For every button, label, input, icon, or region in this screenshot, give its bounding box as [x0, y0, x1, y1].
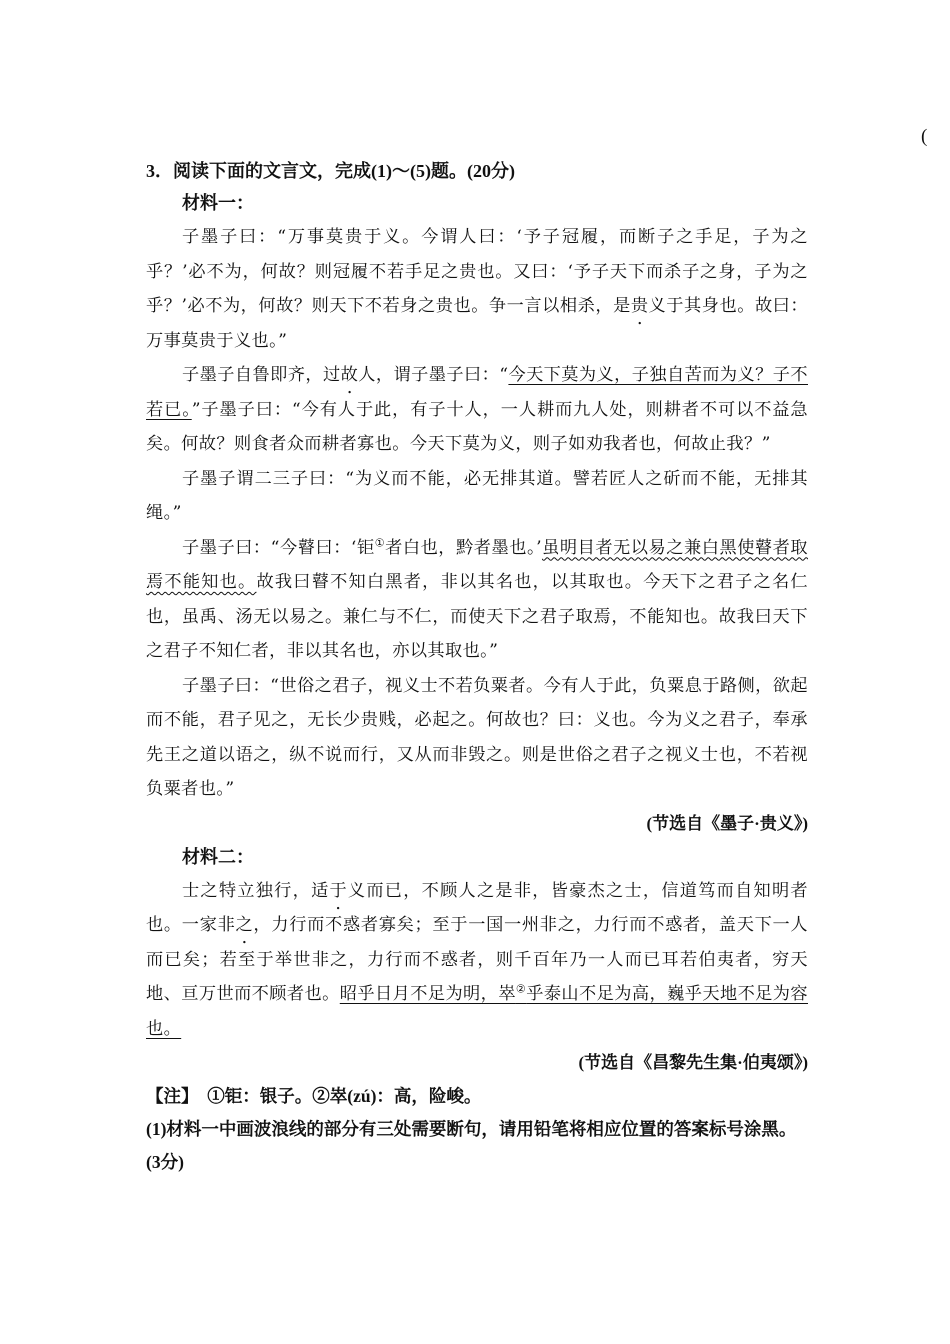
footnote-marker-1: ① — [374, 535, 386, 549]
material1-paragraph-5: 子墨子曰：“世俗之君子，视义士不若负粟者。今有人于此，负粟息于路侧，欲起而不能，君子见之，无长少贵贱，必起之。何故也？曰：义也。今为义之君子，奉承先王之道以语之，纵不说而行，又从而非毁之。则是世俗之君子之视义士也，不若视负粟者也。” — [146, 675, 808, 799]
notes: 【注】 ①钜：银子。②崒(zú)：高，险峻。 — [146, 1086, 482, 1106]
emphasis-dot-char: 非 — [217, 915, 236, 935]
material1-paragraph-3: 子墨子谓二三子曰：“为义而不能，必无排其道。譬若匠人之斫而不能，无排其绳。” — [146, 468, 808, 523]
question-title: 3．阅读下面的文言文，完成(1)～(5)题。(20分) — [146, 161, 515, 181]
exam-content — [146, 155, 808, 1179]
m1p1-text: 子墨子曰：“万事莫贵于义。今谓人曰：‘予子冠履，而断子之手足，子为之乎？’必不为，何故？则冠履不若手足之贵也。又曰：‘予子天下而杀子之身，子为之乎？’必不为，何故？则天下不若身之贵也。争一言以相杀， — [146, 227, 808, 316]
m2p1-a: 士之特立独行， — [182, 880, 312, 901]
sub-question-1: (1)材料一中画波浪线的部分有三处需要断句，请用铅笔将相应位置的答案标号涂黑。(3分) — [146, 1119, 797, 1172]
m1p2-b: 故人，谓子墨子曰：“ — [340, 365, 509, 385]
material1-source: (节选自《墨子·贵义》) — [646, 813, 808, 833]
material1-paragraph-4 — [146, 531, 808, 669]
material2-paragraph-1 — [146, 874, 808, 1047]
material1-paragraph-1 — [146, 220, 808, 358]
m1p2-c: ”子墨子曰：“今有人于此，有子十人，一人耕而九人处，则耕者不可以不益急矣。何故？则食者众而耕者寡也。今天下莫为义，则子如劝我者也，何故止我？” — [146, 399, 808, 454]
emphasis-dot-char: 过 — [322, 365, 341, 385]
m2p1-c: 之，力行而不惑者寡矣；至于一国一州非之，力行而不惑者，盖天下一人而已矣；若至于举世非之，力行而不惑者，则千百年乃一人而已耳若伯夷者，穷天地、亘万世而不顾者也。 — [146, 915, 808, 1004]
m1p1-end: 贵义于其身也。故曰：万事莫贵于义也。” — [146, 296, 808, 351]
m1p2-a: 子墨子自鲁即齐， — [182, 365, 323, 385]
material1-heading: 材料一： — [182, 193, 254, 213]
underlined-sentence: 今天下莫为义，子独自苦而为义？子不若已。 — [146, 365, 808, 420]
m2p1-ul-a: 昭乎日月不足为明，崒 — [339, 984, 516, 1004]
m1p4-b: 者白也，黔者墨也。’ — [385, 537, 542, 558]
material2-source: (节选自《昌黎先生集·伯夷颂》) — [578, 1053, 808, 1072]
m1p4-a: 子墨子曰：“今瞽曰：‘钜 — [182, 537, 375, 558]
material2-heading: 材料二： — [182, 846, 254, 867]
footnote-marker-2: ② — [515, 982, 527, 996]
emphasis-dot-char: 适 — [311, 880, 330, 901]
m2p1-ul-b: 乎泰山不足为高，巍乎天地不足为容也。 — [146, 984, 808, 1039]
emphasis-dot-char: 是 — [613, 296, 631, 316]
margin-mark: ( — [921, 126, 928, 147]
m1p4-c: 故我曰瞽不知白黑者，非以其名也，以其取也。今天下之君子之名仁也，虽禹、汤无以易之。兼仁与不仁，而使天下之君子取焉，不能知也。故我曰天下之君子不知仁者，非以其名也，亦以其取也。” — [146, 572, 808, 661]
wavy-underlined-passage: 虽明目者无以易之兼白黑使瞽者取焉不能知也。 — [146, 537, 808, 592]
m2p1-b: 于义而已，不顾人之是非，皆豪杰之士，信道笃而自知明者也。一家 — [146, 880, 808, 935]
material1-paragraph-2 — [146, 358, 808, 462]
